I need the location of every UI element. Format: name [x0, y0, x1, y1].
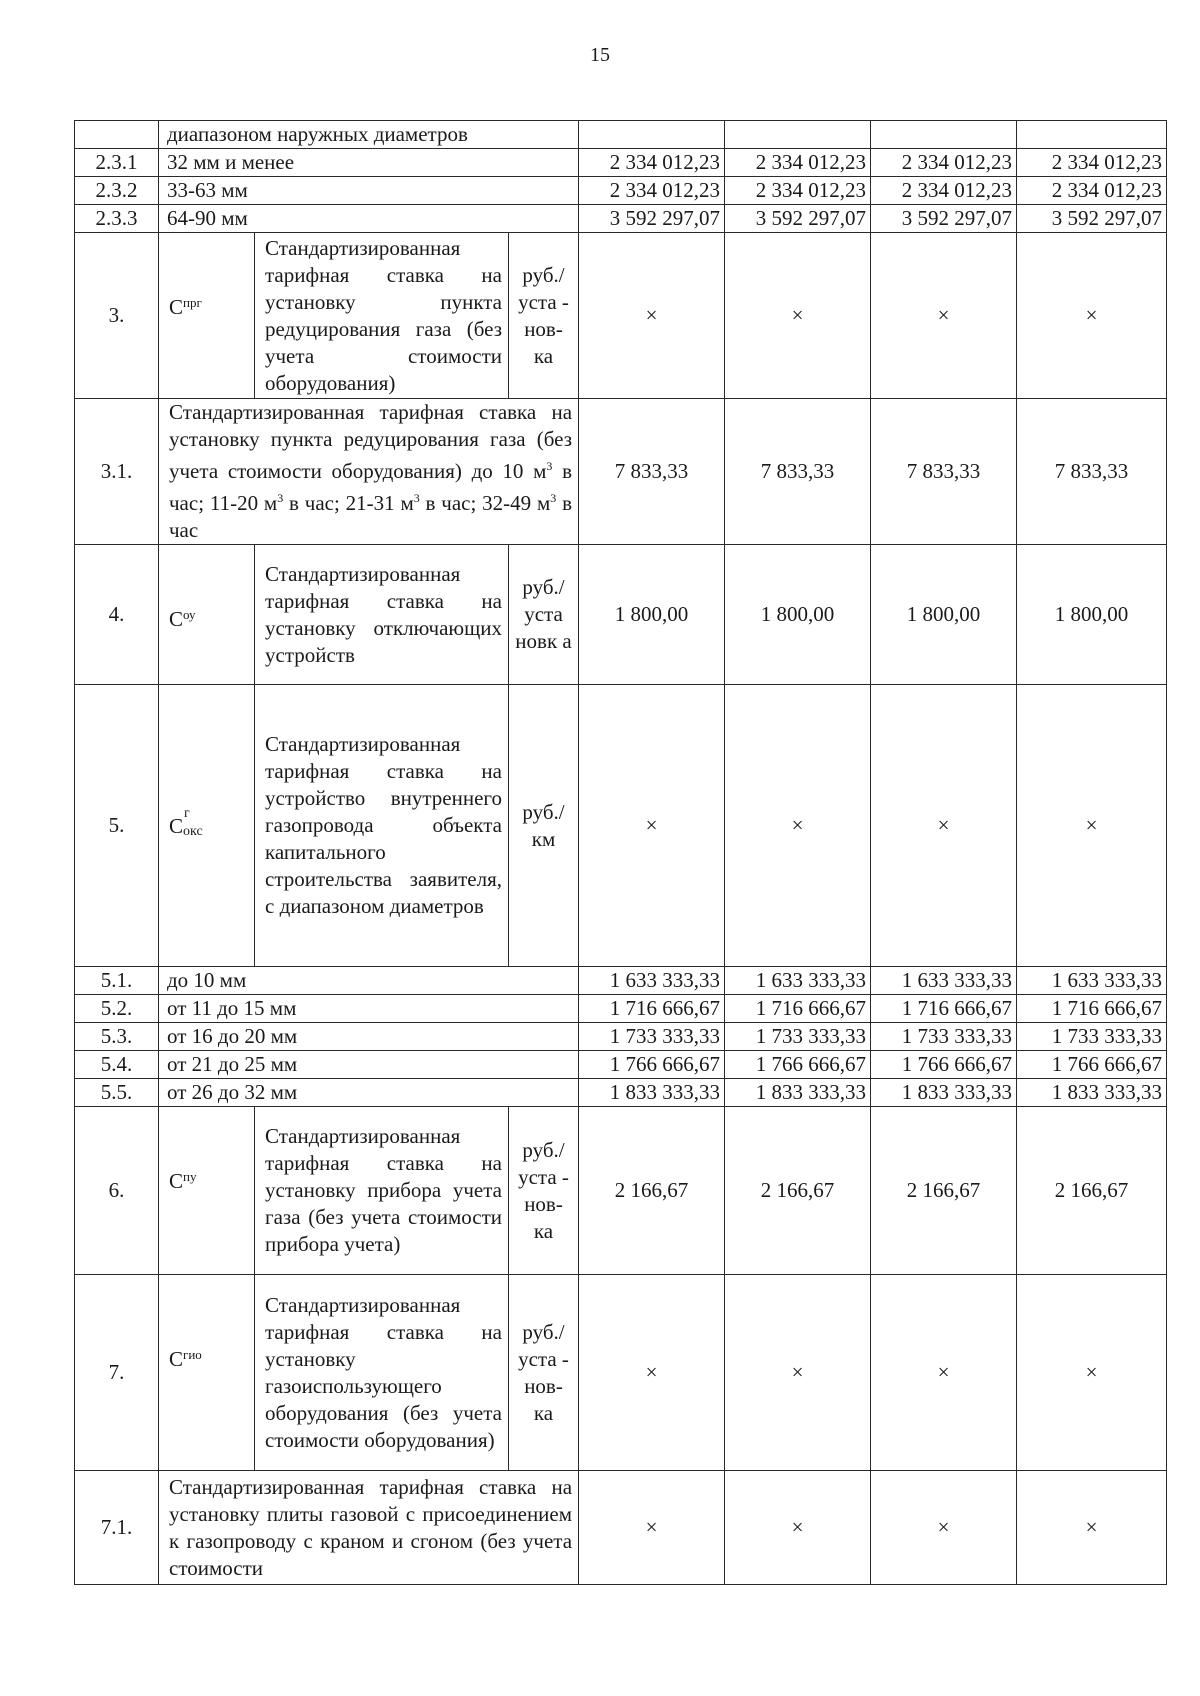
value-cell: ×	[725, 233, 871, 399]
table-row	[75, 149, 1167, 177]
value-cell: 2 334 012,23	[871, 149, 1017, 177]
unit-cell: руб./ уста новк а	[509, 545, 579, 685]
row-label: 33-63 мм	[159, 177, 579, 205]
value-cell: 2 166,67	[579, 1107, 725, 1275]
value-cell: 3 592 297,07	[1017, 205, 1167, 233]
value-cell: 1 733 333,33	[579, 1023, 725, 1051]
row-number: 2.3.2	[75, 177, 159, 205]
row-number: 2.3.3	[75, 205, 159, 233]
value-cell: 1 633 333,33	[1017, 967, 1167, 995]
value-cell: 1 833 333,33	[725, 1079, 871, 1107]
value-cell: 1 633 333,33	[725, 967, 871, 995]
value-cell: 2 334 012,23	[725, 177, 871, 205]
row-label: от 16 до 20 мм	[159, 1023, 579, 1051]
table-row	[75, 545, 1167, 685]
row-description: Стандартизированная тарифная ставка на установку прибора учета газа (без учета стоимости прибора учета)	[255, 1107, 509, 1275]
value-cell: ×	[725, 685, 871, 967]
row-number: 5.5.	[75, 1079, 159, 1107]
value-cell: 1 800,00	[871, 545, 1017, 685]
value-cell: ×	[871, 1275, 1017, 1471]
unit-cell: руб./ уста - нов- ка	[509, 1107, 579, 1275]
row-number: 7.	[75, 1275, 159, 1471]
row-number: 5.	[75, 685, 159, 967]
value-cell: 1 833 333,33	[871, 1079, 1017, 1107]
value-cell: 1 733 333,33	[725, 1023, 871, 1051]
table-row	[75, 1079, 1167, 1107]
value-cell: 1 716 666,67	[1017, 995, 1167, 1023]
row-number: 7.1.	[75, 1471, 159, 1585]
value-cell: 1 766 666,67	[871, 1051, 1017, 1079]
value-cell: 1 633 333,33	[871, 967, 1017, 995]
value-cell: 2 334 012,23	[579, 177, 725, 205]
row-description: диапазоном наружных диаметров	[159, 121, 579, 149]
unit-cell: руб./ уста - нов- ка	[509, 233, 579, 399]
value-cell: 2 166,67	[871, 1107, 1017, 1275]
row-description: Стандартизированная тарифная ставка на установку газоиспользующего оборудования (без учета стоимости оборудования)	[255, 1275, 509, 1471]
value-cell: 3 592 297,07	[871, 205, 1017, 233]
value-cell: ×	[579, 1471, 725, 1585]
row-number: 2.3.1	[75, 149, 159, 177]
value-cell: ×	[579, 1275, 725, 1471]
value-cell: 1 733 333,33	[1017, 1023, 1167, 1051]
table-row	[75, 1107, 1167, 1275]
value-cell: ×	[871, 1471, 1017, 1585]
table-row	[75, 121, 1167, 149]
row-label: от 11 до 15 мм	[159, 995, 579, 1023]
value-cell: 2 334 012,23	[725, 149, 871, 177]
value-cell: ×	[871, 685, 1017, 967]
value-cell: ×	[725, 1275, 871, 1471]
row-label: до 10 мм	[159, 967, 579, 995]
table-row	[75, 995, 1167, 1023]
value-cell: 2 334 012,23	[579, 149, 725, 177]
row-description: Стандартизированная тарифная ставка на установку отключающих устройств	[255, 545, 509, 685]
table-row	[75, 1051, 1167, 1079]
table-row	[75, 177, 1167, 205]
value-cell: 7 833,33	[871, 399, 1017, 545]
value-cell: 1 716 666,67	[579, 995, 725, 1023]
row-number: 4.	[75, 545, 159, 685]
row-label: от 26 до 32 мм	[159, 1079, 579, 1107]
row-description: Стандартизированная тарифная ставка на установку плиты газовой с присоединением к газопроводу с краном и сгоном (без учета стоимости	[159, 1471, 579, 1585]
value-cell: 1 716 666,67	[871, 995, 1017, 1023]
value-cell: ×	[1017, 233, 1167, 399]
value-cell: 7 833,33	[579, 399, 725, 545]
row-label: 32 мм и менее	[159, 149, 579, 177]
value-cell: 3 592 297,07	[725, 205, 871, 233]
row-number: 5.4.	[75, 1051, 159, 1079]
value-cell: 1 800,00	[725, 545, 871, 685]
row-description: Стандартизированная тарифная ставка на установку пункта редуцирования газа (без учета стоимости оборудования)	[255, 233, 509, 399]
value-cell: 7 833,33	[1017, 399, 1167, 545]
value-cell: ×	[1017, 685, 1167, 967]
table-row	[75, 233, 1167, 399]
rate-symbol: $С^{пу}$	[159, 1107, 255, 1275]
table-row	[75, 205, 1167, 233]
value-cell: 2 334 012,23	[1017, 177, 1167, 205]
row-number: 5.3.	[75, 1023, 159, 1051]
row-label: от 21 до 25 мм	[159, 1051, 579, 1079]
page-number: 15	[590, 44, 610, 66]
row-description: Стандартизированная тарифная ставка на установку пункта редуцирования газа (без учета стоимости оборудования) до 10 $м^3$ в час; 11-20 $м^3$ в час; 21-31 $м^3$ в час; 32-49 $м^3$ в час	[159, 399, 579, 545]
value-cell: 3 592 297,07	[579, 205, 725, 233]
value-cell: 1 800,00	[579, 545, 725, 685]
value-cell: ×	[1017, 1275, 1167, 1471]
row-number: 5.2.	[75, 995, 159, 1023]
value-cell: 1 716 666,67	[725, 995, 871, 1023]
row-number	[75, 121, 159, 149]
value-cell: ×	[579, 233, 725, 399]
value-cell: 2 334 012,23	[871, 177, 1017, 205]
rate-symbol: $С^{оу}$	[159, 545, 255, 685]
table-row	[75, 399, 1167, 545]
rate-symbol: $С^{гио}$	[159, 1275, 255, 1471]
value-cell: 1 633 333,33	[579, 967, 725, 995]
row-number: 3.1.	[75, 399, 159, 545]
value-cell: ×	[579, 685, 725, 967]
value-cell: ×	[1017, 1471, 1167, 1585]
table-row	[75, 1471, 1167, 1585]
unit-cell: руб./ уста - нов- ка	[509, 1275, 579, 1471]
value-cell: ×	[871, 233, 1017, 399]
row-number: 5.1.	[75, 967, 159, 995]
table-row	[75, 1023, 1167, 1051]
unit-cell: руб./ км	[509, 685, 579, 967]
value-cell: 1 766 666,67	[725, 1051, 871, 1079]
value-cell: 2 166,67	[725, 1107, 871, 1275]
value-cell: 2 334 012,23	[1017, 149, 1167, 177]
table-row	[75, 685, 1167, 967]
row-label: 64-90 мм	[159, 205, 579, 233]
row-description: Стандартизированная тарифная ставка на устройство внутреннего газопровода объекта капитального строительства заявителя, с диапазоном диаметров	[255, 685, 509, 967]
table-row	[75, 967, 1167, 995]
value-cell: 1 733 333,33	[871, 1023, 1017, 1051]
value-cell: 1 833 333,33	[579, 1079, 725, 1107]
rate-symbol: $С^{прг}$	[159, 233, 255, 399]
row-number: 6.	[75, 1107, 159, 1275]
row-number: 3.	[75, 233, 159, 399]
rate-symbol: С г окс	[159, 685, 255, 967]
value-cell: 1 766 666,67	[579, 1051, 725, 1079]
value-cell: 1 833 333,33	[1017, 1079, 1167, 1107]
value-cell: 2 166,67	[1017, 1107, 1167, 1275]
value-cell: ×	[725, 1471, 871, 1585]
value-cell: 1 800,00	[1017, 545, 1167, 685]
table-row	[75, 1275, 1167, 1471]
value-cell: 7 833,33	[725, 399, 871, 545]
tariff-table	[74, 120, 1167, 1585]
value-cell: 1 766 666,67	[1017, 1051, 1167, 1079]
